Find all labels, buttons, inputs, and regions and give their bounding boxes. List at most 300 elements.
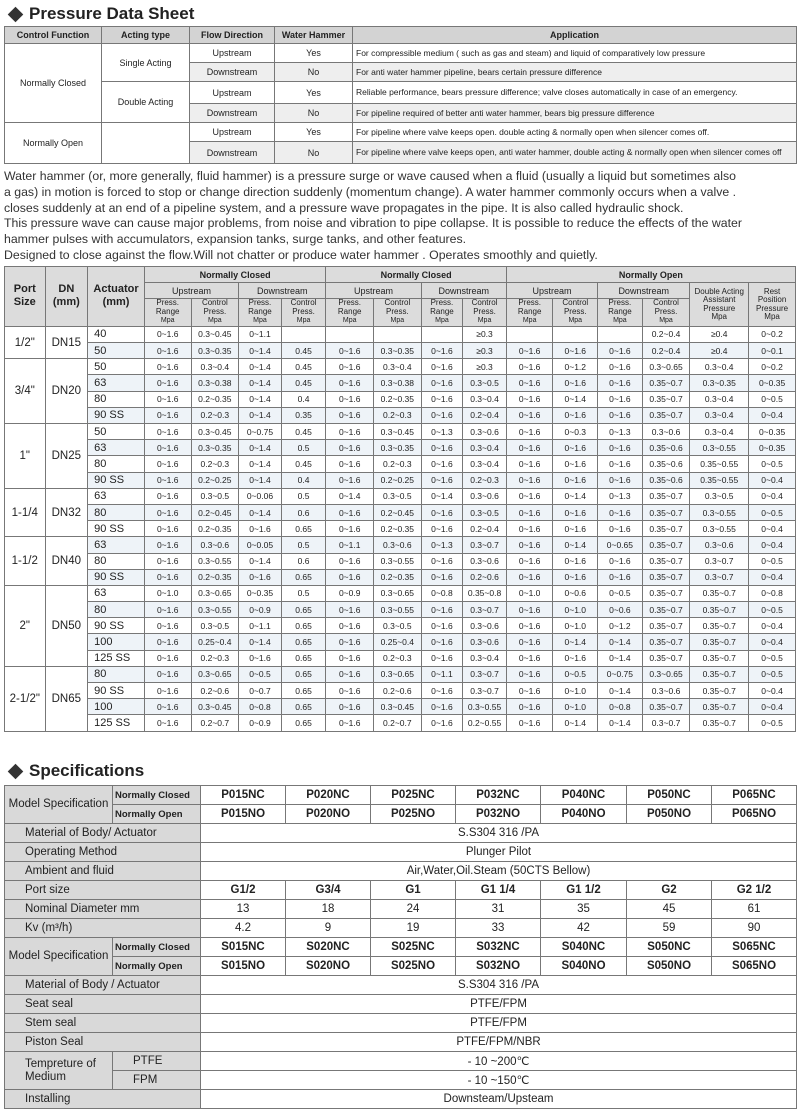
value-cell: ≥0.3 [463,326,507,342]
value-cell: 0.35~0.8 [463,585,507,601]
value-cell: 0.3~0.6 [191,537,239,553]
actuator-cell: 63 [88,375,145,391]
wh-cell: Yes [275,82,353,104]
table-row [5,666,796,682]
value-cell [326,326,374,342]
value-cell: 0.45 [281,359,326,375]
value-cell: 0~1.6 [598,472,643,488]
value-cell: 0~1.6 [326,715,374,731]
value-cell: 0~1.0 [506,585,553,601]
value-cell: 0~1.6 [326,391,374,407]
value-cell: 0~0.35 [749,375,796,391]
value-cell: 0~1.0 [553,618,598,634]
value-cell: 0~1.6 [506,472,553,488]
value-cell: 0.2~0.6 [191,683,239,699]
operating-label: Operating Method [5,843,201,862]
value-cell: 0~1.6 [239,569,282,585]
table-row [5,326,796,342]
sub-label: Press. Range [517,298,542,316]
value-cell: 0.2~0.3 [374,650,422,666]
nominal-cell: 31 [456,900,541,919]
value-cell: 0~1.1 [326,537,374,553]
value-cell: 0.3~0.4 [463,440,507,456]
model-cell: P025NC [371,786,456,805]
header-upstream: Upstream [326,283,421,299]
value-cell: 0.35 [281,407,326,423]
value-cell: 0~1.6 [598,343,643,359]
value-cell: 0~0.6 [598,602,643,618]
control-function: Normally Open [5,123,102,164]
value-cell: 0.35~0.7 [690,602,749,618]
table-row [5,650,796,666]
sub-label: Press. Range [248,298,272,316]
nominal-cell: 18 [286,900,371,919]
value-cell: 0.3~0.45 [191,424,239,440]
value-cell: 0.3~0.65 [374,666,422,682]
value-cell: 0~1.6 [553,650,598,666]
value-cell: 0~1.3 [421,424,463,440]
value-cell: 0.3~0.4 [690,359,749,375]
value-cell: 0~1.6 [553,407,598,423]
value-cell: 0.45 [281,456,326,472]
value-cell: 0.65 [281,715,326,731]
value-cell: 0~1.6 [421,634,463,650]
sub-label: Press. Range [155,298,180,316]
port-size-cell: 2" [5,585,46,666]
ptfe-value: - 10 ~200℃ [201,1052,797,1071]
value-cell: 0~1.4 [553,488,598,504]
model-cell: S025NO [371,957,456,976]
value-cell: 0~1.4 [553,715,598,731]
value-cell: 0~0.9 [326,585,374,601]
value-cell: 0.35~0.6 [642,472,690,488]
value-cell: 0~1.6 [421,521,463,537]
value-cell: 0.3~0.5 [191,618,239,634]
value-cell: 0~1.6 [598,553,643,569]
value-cell: 0~1.6 [553,440,598,456]
value-cell: 0~1.2 [598,618,643,634]
ambient-label: Ambient and fluid [5,862,201,881]
value-cell: 0.65 [281,618,326,634]
value-cell: 0.3~0.65 [374,585,422,601]
value-cell: 0~1.6 [506,618,553,634]
spec-row [5,900,797,919]
value-cell: 0.2~0.4 [642,326,690,342]
value-cell: 0~1.6 [144,618,191,634]
value-cell: 0~1.4 [553,391,598,407]
value-cell: 0.25~0.4 [374,634,422,650]
value-cell: 0.2~0.35 [374,391,422,407]
header-cell: Water Hammer [275,27,353,44]
header-sub [642,299,690,327]
value-cell: 0.35~0.55 [690,456,749,472]
table-row [5,343,796,359]
piston-seal-value: PTFE/FPM/NBR [201,1033,797,1052]
value-cell: 0.3~0.35 [690,375,749,391]
value-cell: 0~1.4 [421,488,463,504]
value-cell: 0~1.6 [144,391,191,407]
value-cell: 0.3~0.35 [191,343,239,359]
model-cell: S020NO [286,957,371,976]
dn-cell: DN65 [45,666,88,731]
material-value: S.S304 316 /PA [201,824,797,843]
value-cell: 0.3~0.5 [463,504,507,520]
sub-label: Control Press. [653,298,679,316]
port-label: Port size [5,881,201,900]
value-cell: 0.35~0.7 [690,585,749,601]
header-normally-closed: Normally Closed [326,267,506,283]
value-cell: 0~1.4 [239,375,282,391]
value-cell: 0~1.6 [326,618,374,634]
sub-label: Press. Range [337,298,362,316]
value-cell: 0~1.6 [506,343,553,359]
value-cell: 0.3~0.6 [374,537,422,553]
value-cell: 0~0.8 [749,585,796,601]
value-cell: 0~1.6 [553,569,598,585]
value-cell: 0~1.6 [598,359,643,375]
value-cell: 0~1.6 [326,602,374,618]
value-cell: 0.45 [281,343,326,359]
spec-row [5,957,797,976]
header-sub [421,299,463,327]
model-cell: P065NO [712,805,797,824]
value-cell: 0.3~0.7 [463,666,507,682]
value-cell: 0~1.6 [144,602,191,618]
kv-cell: 4.2 [201,919,286,938]
header-sub [239,299,282,327]
model-spec-label: Model Specification [5,938,113,976]
model-cell: P040NC [541,786,627,805]
model-cell: S025NC [371,938,456,957]
sub-label: Control Press. [384,298,411,316]
table-row [5,585,796,601]
app-cell: Reliable performance, bears pressure difference; valve closes automatically in case of an emergency. [353,82,797,104]
value-cell: 0~0.2 [749,359,796,375]
para-line: closes suddenly at an end of a pipeline system, and a pressure wave propagates in the pipe. It is also called hydraulic shock. [4,200,684,215]
kv-cell: 19 [371,919,456,938]
value-cell: 0.65 [281,650,326,666]
value-cell: 0~1.6 [326,472,374,488]
value-cell: 0~1.4 [598,715,643,731]
value-cell: 0.3~0.45 [374,699,422,715]
value-cell: 0~1.6 [326,456,374,472]
actuator-cell: 90 SS [88,521,145,537]
flow-cell: Downstream [190,104,275,123]
actuator-cell: 80 [88,391,145,407]
unit-label: Mpa [477,317,492,325]
value-cell: 0~0.5 [553,666,598,682]
value-cell: 0~1.6 [598,504,643,520]
value-cell: 0.65 [281,634,326,650]
value-cell: 0.3~0.7 [463,602,507,618]
kv-cell: 9 [286,919,371,938]
dn-cell: DN32 [45,488,88,537]
value-cell: 0~1.6 [506,504,553,520]
value-cell: 0.35~0.7 [642,650,690,666]
actuator-cell: 100 [88,634,145,650]
material2-value: S.S304 316 /PA [201,976,797,995]
value-cell: 0~1.6 [506,537,553,553]
value-cell: 0~1.6 [421,699,463,715]
value-cell: 0.35~0.7 [642,504,690,520]
value-cell: 0~1.6 [144,359,191,375]
value-cell: 0~0.8 [598,699,643,715]
value-cell: 0.35~0.55 [690,472,749,488]
header-sub [326,299,374,327]
spec-row [5,824,797,843]
value-cell: 0.2~0.35 [374,569,422,585]
model-cell: P050NC [627,786,712,805]
value-cell: 0.3~0.4 [463,391,507,407]
header-rest-position [749,283,796,327]
value-cell [598,326,643,342]
header-sub [144,299,191,327]
table-row [5,504,796,520]
dn-cell: DN15 [45,326,88,358]
pressure-data-table [4,26,797,164]
temperature-label: Tempreture of Medium [5,1052,113,1090]
value-cell: 0~1.6 [553,343,598,359]
model-spec-label: Model Specification [5,786,113,824]
value-cell: 0~1.6 [506,424,553,440]
value-cell: 0.3~0.65 [642,666,690,682]
value-cell: 0~1.6 [144,343,191,359]
value-cell: 0~1.6 [598,569,643,585]
piston-seal-label: Piston Seal [5,1033,201,1052]
header-sub [598,299,643,327]
value-cell: 0.2~0.3 [374,456,422,472]
da-label: Double Acting Assistant Pressure [694,286,744,313]
nc-label: Normally Closed [113,786,201,805]
value-cell: 0.2~0.6 [374,683,422,699]
kv-cell: 42 [541,919,627,938]
model-cell: S032NC [456,938,541,957]
value-cell: 0.3~0.4 [690,424,749,440]
value-cell: 0.3~0.6 [642,683,690,699]
value-cell: 0~1.4 [239,634,282,650]
value-cell: 0~1.6 [144,699,191,715]
actuator-cell: 90 SS [88,618,145,634]
port-cell: G2 1/2 [712,881,797,900]
sub-label: Control Press. [471,298,498,316]
value-cell: 0~1.6 [598,375,643,391]
nc-label: Normally Closed [113,938,201,957]
value-cell: 0~1.6 [506,553,553,569]
port-size-cell: 3/4" [5,359,46,424]
value-cell: 0~1.6 [506,715,553,731]
value-cell: 0.3~0.7 [690,553,749,569]
dn-cell: DN25 [45,424,88,489]
unit-label: Mpa [296,317,311,325]
value-cell: 0.3~0.6 [463,424,507,440]
actuator-cell: 80 [88,553,145,569]
unit-label: Mpa [613,317,627,325]
acting-type [102,123,190,164]
value-cell: 0~0.4 [749,683,796,699]
stem-seal-value: PTFE/FPM [201,1014,797,1033]
model-cell: P065NC [712,786,797,805]
value-cell: 0.35~0.7 [642,488,690,504]
installing-value: Downsteam/Upsteam [201,1090,797,1109]
value-cell: 0~1.6 [421,407,463,423]
value-cell: 0.35~0.7 [690,634,749,650]
header-downstream: Downstream [239,283,326,299]
nominal-cell: 24 [371,900,456,919]
value-cell: 0~0.1 [749,343,796,359]
table-row [5,424,796,440]
value-cell: 0~0.5 [239,666,282,682]
actuator-cell: 90 SS [88,569,145,585]
spec-row [5,881,797,900]
header-sub [463,299,507,327]
table-row [5,391,796,407]
value-cell: 0~1.4 [239,456,282,472]
wh-cell: Yes [275,44,353,63]
nominal-cell: 35 [541,900,627,919]
header-actuator: Actuator (mm) [88,267,145,327]
spec-row [5,1071,797,1090]
value-cell: 0.3~0.7 [642,715,690,731]
value-cell: 0~1.4 [553,537,598,553]
kv-cell: 90 [712,919,797,938]
actuator-cell: 40 [88,326,145,342]
unit-label: Mpa [253,317,267,325]
para-line: Water hammer (or, more generally, fluid hammer) is a pressure surge or wave caused when a fluid (usually a liquid but sometimes also [4,169,736,183]
value-cell: 0~1.6 [598,407,643,423]
actuator-cell: 63 [88,585,145,601]
value-cell: 0.35~0.7 [690,683,749,699]
actuator-cell: 63 [88,488,145,504]
flow-cell: Upstream [190,123,275,142]
value-cell: 0~1.6 [506,634,553,650]
flow-cell: Upstream [190,44,275,63]
value-cell: 0.65 [281,683,326,699]
value-cell: 0.35~0.7 [642,407,690,423]
unit-label: Mpa [208,317,222,325]
value-cell: 0.2~0.3 [191,407,239,423]
model-cell: P025NO [371,805,456,824]
model-cell: P032NO [456,805,541,824]
value-cell: 0~0.5 [749,391,796,407]
value-cell: 0.3~0.6 [690,537,749,553]
unit-label: Mpa [342,317,357,325]
unit-label: Mpa [390,317,405,325]
section-title-pressure: Pressure Data Sheet [6,3,194,25]
value-cell: 0~1.6 [553,472,598,488]
spec-row [5,919,797,938]
value-cell: 0~0.8 [239,699,282,715]
value-cell: 0~0.4 [749,472,796,488]
value-cell: 0~1.4 [553,634,598,650]
value-cell: 0~1.6 [144,407,191,423]
value-cell: 0~1.6 [506,569,553,585]
model-cell: S065NO [712,957,797,976]
material-label: Material of Body/ Actuator [5,824,201,843]
flow-cell: Upstream [190,82,275,104]
actuator-cell: 50 [88,359,145,375]
value-cell: 0.4 [281,472,326,488]
value-cell: 0~1.6 [144,472,191,488]
value-cell: 0~0.4 [749,488,796,504]
header-cell: Acting type [102,27,190,44]
header-normally-closed: Normally Closed [144,267,325,283]
spec-row [5,938,797,957]
value-cell: 0~1.6 [421,602,463,618]
value-cell: 0.2~0.7 [374,715,422,731]
value-cell: 0~1.4 [598,634,643,650]
value-cell: 0.35~0.7 [642,602,690,618]
header-sub [506,299,553,327]
table-row [5,715,796,731]
table-row [5,602,796,618]
value-cell: 0.65 [281,602,326,618]
value-cell: 0~1.6 [326,683,374,699]
unit-label: Mpa [568,317,583,325]
value-cell: 0.45 [281,375,326,391]
value-cell: 0~0.75 [239,424,282,440]
acting-type: Double Acting [102,82,190,123]
value-cell: 0~1.6 [553,504,598,520]
model-cell: P015NC [201,786,286,805]
value-cell: 0~1.6 [506,488,553,504]
value-cell: 0~1.6 [144,537,191,553]
value-cell: 0.2~0.4 [463,407,507,423]
value-cell: 0~0.6 [553,585,598,601]
value-cell: 0.3~0.65 [191,666,239,682]
header-cell: Application [353,27,797,44]
dn-cell: DN20 [45,359,88,424]
value-cell: 0~0.2 [749,326,796,342]
value-cell: 0~1.6 [421,715,463,731]
value-cell: 0~1.6 [326,359,374,375]
model-cell: S015NC [201,938,286,957]
material2-label: Material of Body / Actuator [5,976,201,995]
model-cell: P032NC [456,786,541,805]
value-cell: 0~1.6 [421,472,463,488]
value-cell: 0~1.0 [553,683,598,699]
fpm-label: FPM [113,1071,201,1090]
value-cell: 0~1.1 [421,666,463,682]
value-cell: 0.35~0.6 [642,440,690,456]
value-cell: 0.3~0.38 [191,375,239,391]
port-size-cell: 2-1/2" [5,666,46,731]
value-cell: 0~0.5 [749,650,796,666]
value-cell: 0.35~0.7 [642,634,690,650]
value-cell: 0~0.65 [598,537,643,553]
value-cell: 0~1.6 [506,699,553,715]
value-cell: 0.3~0.5 [191,488,239,504]
value-cell: 0.2~0.35 [374,521,422,537]
value-cell: 0.65 [281,521,326,537]
value-cell: 0~1.6 [326,407,374,423]
actuator-cell: 125 SS [88,715,145,731]
actuator-cell: 50 [88,343,145,359]
header-double-acting [690,283,749,327]
spec-row [5,862,797,881]
value-cell: 0~0.4 [749,521,796,537]
value-cell: 0.3~0.38 [374,375,422,391]
sub-label: Control Press. [201,298,228,316]
value-cell: ≥0.3 [463,359,507,375]
value-cell: 0~0.5 [749,456,796,472]
value-cell [553,326,598,342]
port-cell: G1 1/2 [541,881,627,900]
value-cell: 0~1.4 [239,407,282,423]
value-cell: 0~1.6 [506,602,553,618]
table-row [5,618,796,634]
value-cell: 0~1.6 [326,521,374,537]
value-cell: 0.2~0.25 [191,472,239,488]
